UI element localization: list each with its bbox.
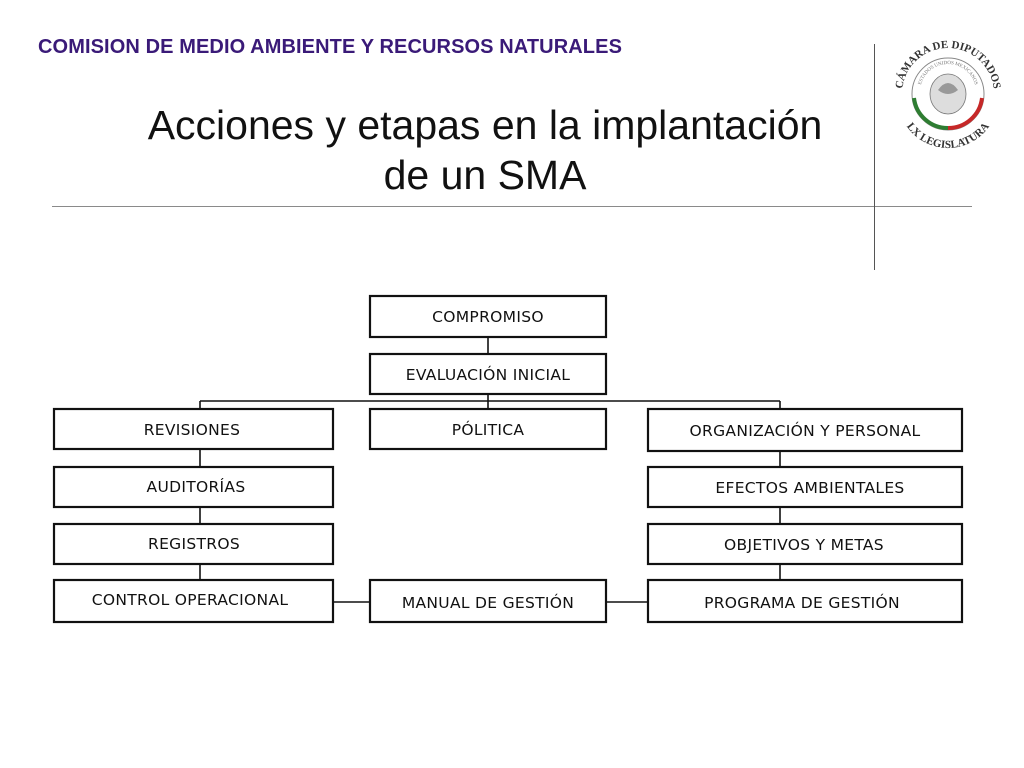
node-programa-gestion — [648, 580, 962, 622]
node-label: MANUAL DE GESTIÓN — [401, 594, 575, 612]
node-label: COMPROMISO — [432, 308, 544, 326]
node-manual-gestion — [370, 580, 606, 622]
node-objetivos-metas — [648, 524, 962, 564]
node-compromiso — [370, 296, 606, 337]
slide-title-line-2: de un SMA — [383, 152, 587, 198]
commission-header: COMISION DE MEDIO AMBIENTE Y RECURSOS NATURALES — [38, 36, 623, 58]
node-registros — [54, 524, 333, 564]
node-auditorias — [54, 467, 333, 507]
node-control-operacional — [54, 580, 333, 622]
node-label: ORGANIZACIÓN Y PERSONAL — [689, 422, 921, 440]
node-label: PROGRAMA DE GESTIÓN — [704, 594, 900, 612]
node-label: REVISIONES — [143, 421, 241, 439]
node-organizacion-personal — [648, 409, 962, 451]
node-efectos-ambientales — [648, 467, 962, 507]
node-label: REGISTROS — [148, 535, 240, 553]
seal-inner-text: ESTADOS UNIDOS MEXICANOS — [918, 60, 978, 86]
node-politica — [370, 409, 606, 449]
node-evaluacion-inicial — [370, 354, 606, 394]
node-label: EVALUACIÓN INICIAL — [405, 366, 571, 384]
node-revisiones — [54, 409, 333, 449]
node-label: OBJETIVOS Y METAS — [724, 536, 884, 554]
node-label: PÓLITICA — [451, 421, 525, 439]
node-label: AUDITORÍAS — [146, 478, 246, 496]
node-label: EFECTOS AMBIENTALES — [715, 479, 905, 497]
node-label: CONTROL OPERACIONAL — [91, 591, 289, 609]
slide-title-line-1: Acciones y etapas en la implantación — [147, 102, 823, 148]
seal-top-text: CÁMARA DE DIPUTADOS — [893, 38, 1003, 90]
seal-bottom-text: LX LEGISLATURA — [904, 120, 992, 152]
